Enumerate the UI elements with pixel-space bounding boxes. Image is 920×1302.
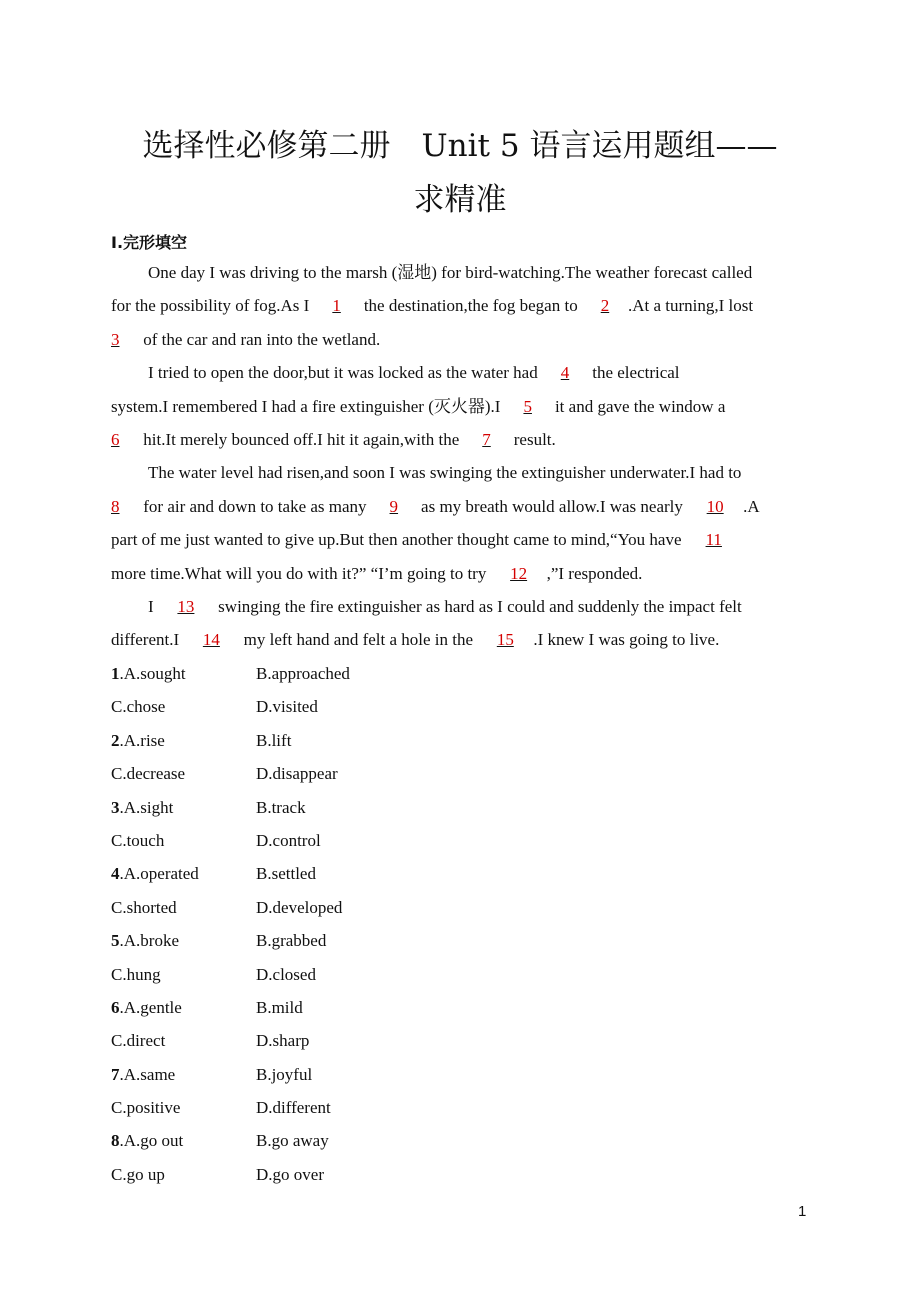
passage-line: for the possibility of fog.As I 1 the destination,the fog began to 2 .At a turning,I lost xyxy=(111,289,811,322)
section-heading: Ⅰ.完形填空 xyxy=(111,233,188,252)
passage xyxy=(111,256,811,657)
blank-5: 5 xyxy=(523,396,532,416)
page-title-line2: 求精准 xyxy=(413,182,507,218)
blank-4: 4 xyxy=(560,363,570,383)
passage-line: 3 of the car and ran into the wetland. xyxy=(111,323,811,356)
page-title-line1: 选择性必修第二册 Unit 5 语言运用题组—— xyxy=(142,128,778,164)
passage-line: One day I was driving to the marsh (湿地) for bird-watching.The weather forecast called xyxy=(148,263,753,282)
passage-line: I tried to open the door,but it was locked as the water had 4 the electrical xyxy=(111,356,811,389)
passage-line: The water level had risen,and soon I was swinging the extinguisher underwater.I had to xyxy=(148,463,746,483)
page-number: 1 xyxy=(798,1203,807,1220)
passage-line: part of me just wanted to give up.But then another thought came to mind,“You have 11 xyxy=(111,523,811,556)
blank-8: 8 xyxy=(111,496,120,516)
blank-12: 12 xyxy=(510,563,528,583)
blank-11: 11 xyxy=(705,530,722,550)
blank-6: 6 xyxy=(111,429,120,449)
blank-9: 9 xyxy=(389,496,399,516)
blank-1: 1 xyxy=(332,296,341,316)
blank-13: 13 xyxy=(177,596,195,616)
document-page: 选择性必修第二册 Unit 5 语言运用题组—— 求精准 Ⅰ.完形填空 One day I was driving to the marsh (湿地) for bird-watching.The weather forecast called for the possibility of fog.As I 1 the destination,the fog began to 2 .At a turning,I lost 3 of the car and ran into the wetland. I tried to open the door,but it was locked as the water had 4 the electrical system.I remembered I had a fire extinguisher (灭火器).I 5 it and gave the window a 6 hit.It merely bounced off.I hit it again,with the 7 result. The water level had risen,and soon I was swinging the extinguisher underwater.I had to 8 for air and down to take as many 9 as my breath would allow.I was nearly 10 .A part of me just wanted to give up.But then another thought came to mind,“You have 11 more time.What will you do with it?” “I’m going to try 12 ,”I responded. I 13 swinging the fire extinguisher as hard as I could and suddenly the impact felt different.I 14 my left hand and felt a hole in the 15 .I knew I was going to live. 1.A.sought B.approached C.chose D.visited 2.A.rise B.lift C.decrease D.disappear 3.A.sight B.track C.touch D.control 4.A.operated B.settled C.shorted D.developed 5.A.broke B.grabbed C.hung D.closed 6.A.gentle B.mild C.direct D.sharp 7.A.same B.joyful C.positive D.different 8.A.go out B.go away C.go up D.go over 1 xyxy=(0,0,920,1302)
blank-3: 3 xyxy=(111,329,120,349)
blank-15: 15 xyxy=(496,630,514,650)
blank-10: 10 xyxy=(706,496,724,516)
blank-2: 2 xyxy=(600,296,610,316)
passage-line: 8 for air and down to take as many 9 as my breath would allow.I was nearly 10 .A xyxy=(111,490,811,523)
blank-7: 7 xyxy=(482,429,491,449)
passage-line: system.I remembered I had a fire extinguisher (灭火器).I 5 it and gave the window a xyxy=(111,390,811,423)
passage-line: different.I 14 my left hand and felt a hole in the 15 .I knew I was going to live. xyxy=(111,623,811,656)
passage-line: 6 hit.It merely bounced off.I hit it again,with the 7 result. xyxy=(111,423,811,456)
passage-line: more time.What will you do with it?” “I’m going to try 12 ,”I responded. xyxy=(111,557,811,590)
blank-14: 14 xyxy=(202,630,220,650)
passage-line: I 13 swinging the fire extinguisher as hard as I could and suddenly the impact felt xyxy=(111,590,811,623)
